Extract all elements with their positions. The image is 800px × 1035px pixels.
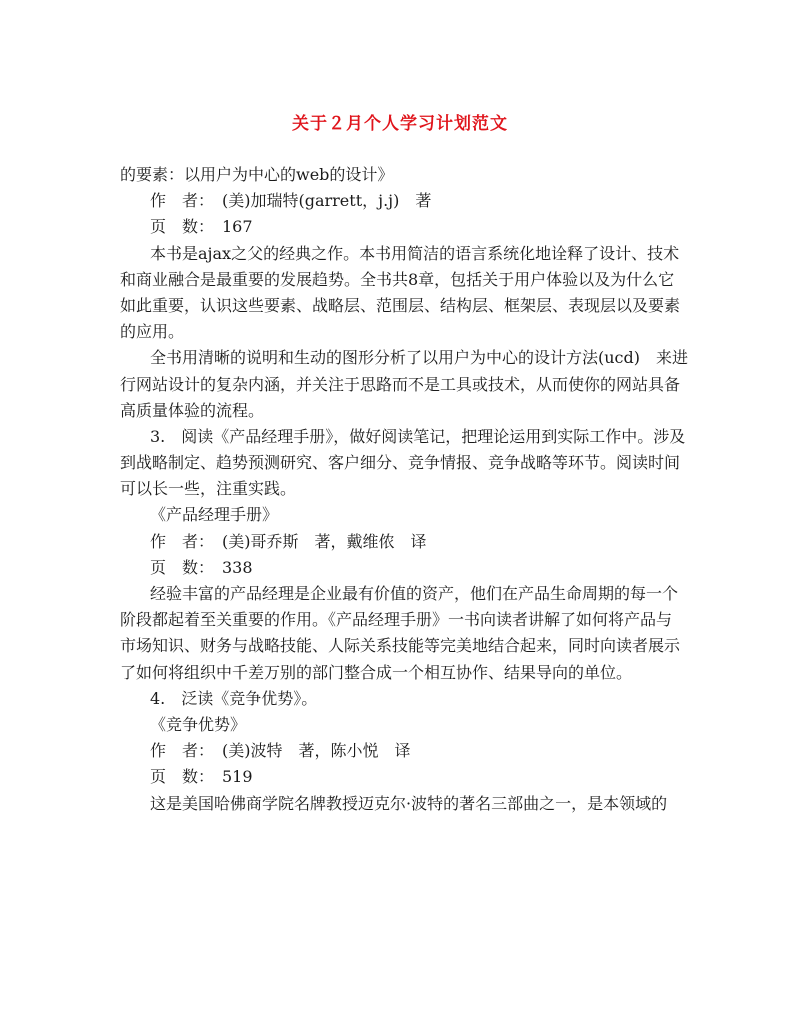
paragraph-line: 阶段都起着至关重要的作用。《产品经理手册》一书向读者讲解了如何将产品与 xyxy=(120,610,673,630)
paragraph-line: 到战略制定、趋势预测研究、客户细分、竞争情报、竞争战略等环节。阅读时间 xyxy=(120,453,681,473)
book-author-line: 作 者： (美)哥乔斯 著，戴维侬 译 xyxy=(150,531,427,551)
paragraph-line: 这是美国哈佛商学院名牌教授迈克尔·波特的著名三部曲之一，是本领域的 xyxy=(150,793,668,813)
book-author-line: 作 者： (美)加瑞特(garrett，j.j) 著 xyxy=(150,191,432,211)
text-line: 的要素：以用户为中心的web的设计》 xyxy=(120,165,394,184)
paragraph-line: 和商业融合是最重要的发展趋势。全书共8章，包括关于用户体验以及为什么它 xyxy=(120,269,675,289)
book-author-line: 作 者： (美)波特 著，陈小悦 译 xyxy=(150,741,411,761)
list-item-4: 4. 泛读《竞争优势》。 xyxy=(150,688,318,708)
book-title-line: 《产品经理手册》 xyxy=(150,505,279,525)
paragraph-line: 的应用。 xyxy=(120,322,185,342)
list-item-3: 3. 阅读《产品经理手册》，做好阅读笔记，把理论运用到实际工作中。涉及 xyxy=(150,426,686,446)
paragraph-line: 本书是ajax之父的经典之作。本书用简洁的语言系统化地诠释了设计、技术 xyxy=(150,243,680,263)
paragraph-line: 全书用清晰的说明和生动的图形分析了以用户为中心的设计方法(ucd) 来进 xyxy=(150,348,688,368)
book-pages-line: 页 数： 519 xyxy=(150,767,253,787)
paragraph-line: 可以长一些，注重实践。 xyxy=(120,479,297,499)
document-title: 关于２月个人学习计划范文 xyxy=(292,114,508,134)
book-pages-line: 页 数： 167 xyxy=(150,217,253,237)
paragraph-line: 了如何将组织中千差万别的部门整合成一个相互协作、结果导向的单位。 xyxy=(120,662,633,682)
paragraph-line: 如此重要，认识这些要素、战略层、范围层、结构层、框架层、表现层以及要素 xyxy=(120,295,681,315)
paragraph-line: 市场知识、财务与战略技能、人际关系技能等完美地结合起来，同时向读者展示 xyxy=(120,636,681,656)
book-pages-line: 页 数： 338 xyxy=(150,557,253,577)
document-body xyxy=(120,162,688,817)
paragraph-line: 经验丰富的产品经理是企业最有价值的资产，他们在产品生命周期的每一个 xyxy=(150,584,679,603)
paragraph-line: 行网站设计的复杂内涵，并关注于思路而不是工具或技术，从而使你的网站具备 xyxy=(120,374,681,394)
paragraph-line: 高质量体验的流程。 xyxy=(120,400,265,420)
book-title-line: 《竞争优势》 xyxy=(150,714,247,734)
